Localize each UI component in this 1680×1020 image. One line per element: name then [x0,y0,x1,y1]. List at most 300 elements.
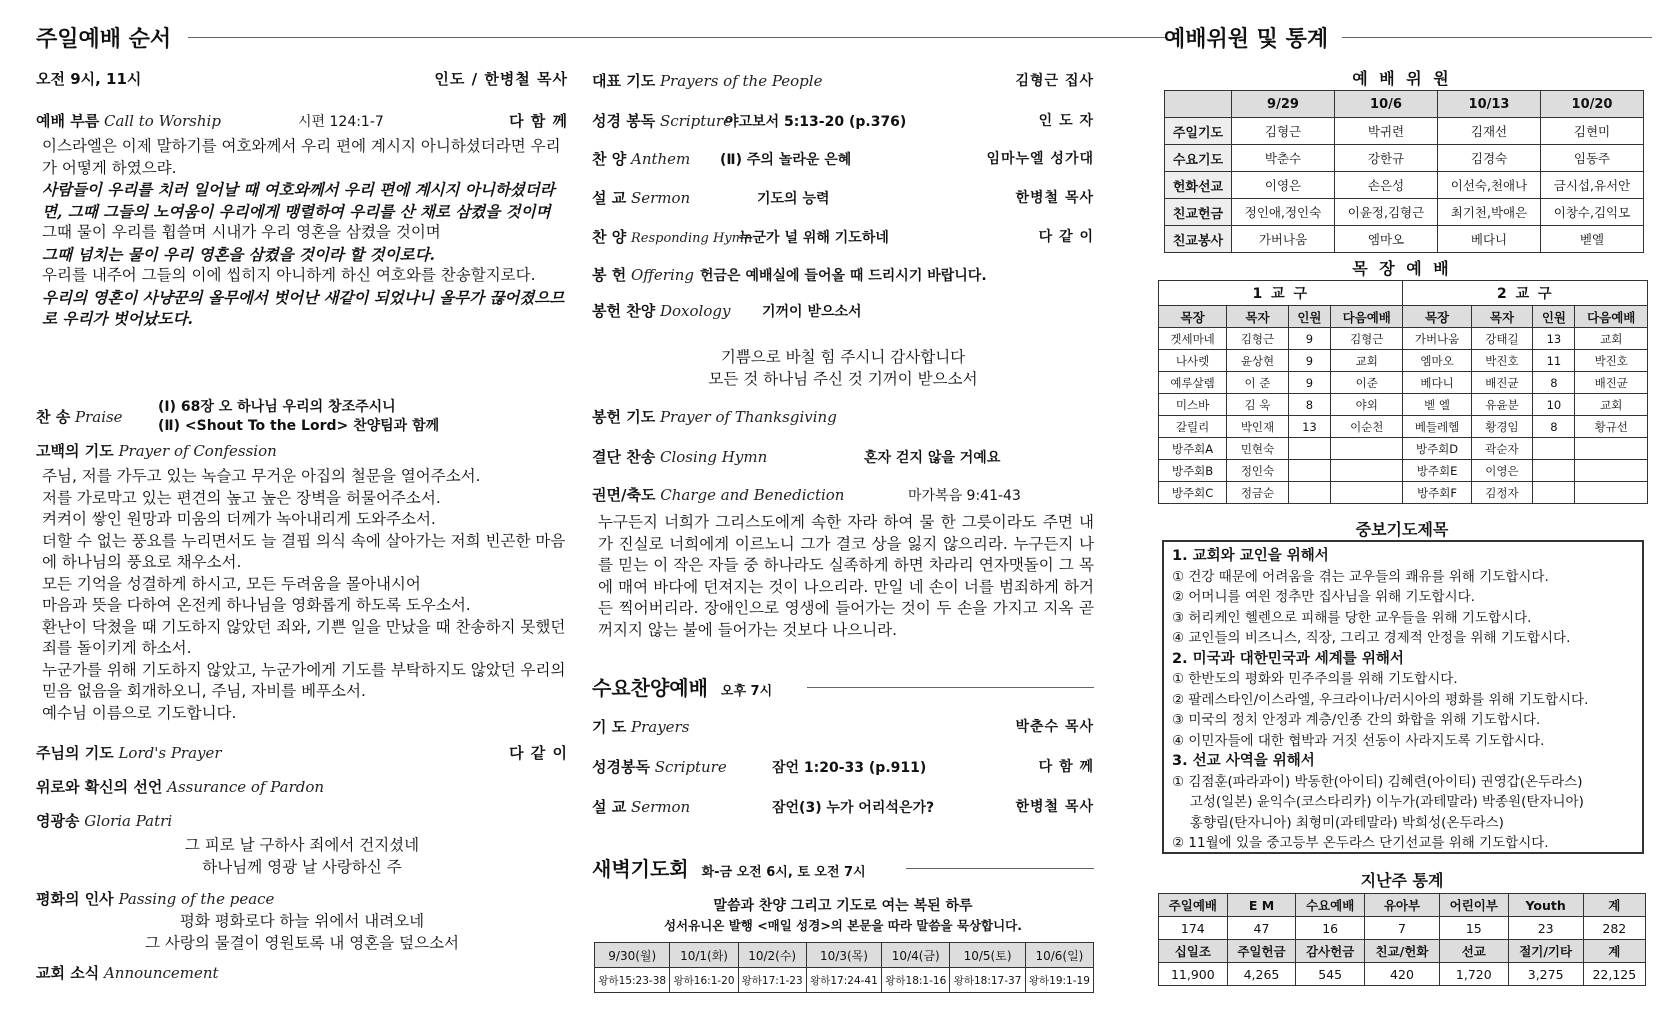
duty-date: 10/6 [1335,91,1438,118]
duty-row [1165,118,1644,145]
gloria-row [36,810,568,831]
item-label: 설 교 [592,798,627,816]
duty-role: 수요기도 [1165,145,1232,172]
stats-value: 174 [1159,917,1228,940]
cell-value: 베들레헴 [1403,416,1471,438]
stats-value: 22,125 [1583,963,1645,986]
wednesday-item-row [592,716,1094,737]
cell-value: 박인재 [1227,416,1289,438]
item-label: 권면/축도 [592,486,656,504]
cell-value: 방주회C [1159,482,1227,504]
item-label: 위로와 확신의 선언 [36,778,163,796]
item-english: Lord's Prayer [118,744,222,762]
cell-value: 미스바 [1159,394,1227,416]
praise-hymn-2: (Ⅱ) <Shout To the Lord> 찬양팀과 함께 [158,418,440,434]
stats-header: 계 [1583,940,1645,963]
cell-value: 박진호 [1471,350,1533,372]
stats-value: 1,720 [1439,963,1508,986]
cell-value: 방주회F [1403,482,1471,504]
item-english: Scripture [654,758,727,776]
item-label: 평화의 인사 [36,890,114,908]
wednesday-title-text: 수요찬양예배 [592,676,708,700]
cell-value: 정인숙 [1227,460,1289,482]
worship-item-row [592,264,1094,285]
duty-name: 이선숙,천애나 [1438,172,1541,199]
doxology-line-1: 기쁨으로 바칠 힘 주시니 감사합니다 [720,348,966,366]
cell-value: 나사렛 [1159,350,1227,372]
duty-name: 베다니 [1438,226,1541,253]
duty-name: 가버나움 [1232,226,1335,253]
duty-date: 10/20 [1541,91,1644,118]
prayer-item: ③ 허리케인 헬렌으로 피해를 당한 교우들을 위해 기도합시다. [1172,609,1532,626]
cell-value: 김정자 [1471,482,1533,504]
item-label: 찬 송 [36,408,71,426]
item-label: 주님의 기도 [36,744,114,762]
item-label: 찬 양 [592,228,627,246]
dawn-date: 10/1(화) [670,943,738,968]
duty-name: 이윤정,김형근 [1335,199,1438,226]
item-label: 봉헌 찬양 [592,302,656,320]
cell-header: 다음예배 [1575,306,1648,328]
item-english: Announcement [103,964,219,982]
duty-name: 손은성 [1335,172,1438,199]
title-rule [188,37,1166,38]
duty-title: 예 배 위 원 [1352,69,1452,88]
dawn-reference: 왕하15:23-38 [595,968,670,993]
cell-row [1159,328,1648,350]
cell-value: 벧 엘 [1403,394,1471,416]
stats-value: 282 [1583,917,1645,940]
confession-line: 누군가를 위해 기도하지 않았고, 누군가에게 기도를 부탁하지도 않았던 우리의 믿음 없음을 회개하오니, 주님, 자비를 베푸소서. [42,660,566,700]
prayer-section-heading: 3. 선교 사역을 위해서 [1172,753,1315,769]
confession-text [42,466,568,724]
item-label: 고백의 기도 [36,442,114,460]
duty-name: 이영은 [1232,172,1335,199]
service-leader: 인도 / 한병철 목사 [434,70,568,88]
item-english: Prayer of Confession [118,442,277,460]
duty-row [1165,226,1644,253]
item-label: 결단 찬송 [592,448,656,466]
cell-value: 13 [1533,328,1575,350]
dawn-reference: 왕하18:1-16 [882,968,950,993]
item-leader: 임마누엘 성가대 [986,151,1094,167]
prayer-item: 홍향림(탄자니아) 최형미(과테말라) 박희성(온두라스) [1172,814,1504,831]
cell-value: 가버나움 [1403,328,1471,350]
stats-table [1158,893,1646,986]
lords-prayer-row [36,742,568,763]
prayer-item: ② 어머니를 여읜 정추만 집사님을 위해 기도합시다. [1172,589,1475,605]
benediction-row [592,484,1094,505]
cell-group-table [1158,280,1648,504]
item-label: 설 교 [592,189,627,207]
dawn-date: 10/3(목) [806,943,881,968]
cell-value: 8 [1533,372,1575,394]
item-title: 잠언(3) 누가 어리석은가? [772,800,935,816]
wednesday-time: 오후 7시 [720,684,773,699]
cell-value: 김 욱 [1227,394,1289,416]
cell-value: 배진균 [1471,372,1533,394]
cell-header: 다음예배 [1331,306,1403,328]
item-english: Sermon [630,189,691,207]
stats-value: 3,275 [1508,963,1583,986]
cell-value: 유윤분 [1471,394,1533,416]
assurance-row [36,776,568,797]
cell-value: 9 [1288,328,1330,350]
item-label: 기 도 [592,718,627,736]
worship-item-row [592,226,1094,247]
item-label: 성경 봉독 [592,112,656,130]
prayer-item: ③ 미국의 정치 안정과 계층/인종 간의 화합을 위해 기도합시다. [1172,712,1541,728]
thanksgiving-row [592,406,1094,427]
item-english: Responding Hymn [630,231,753,246]
cell-value: 방주회A [1159,438,1227,460]
item-leader: 박춘수 목사 [1015,719,1094,735]
duty-date: 9/29 [1232,91,1335,118]
cell-value: 이준 [1331,372,1403,394]
cell-value [1288,460,1330,482]
item-english: Scripture [659,112,732,130]
item-english: Passing of the peace [118,890,275,908]
service-time: 오전 9시, 11시 [36,70,142,88]
item-leader: 다 같 이 [1038,229,1094,245]
item-label: 봉 헌 [592,266,627,284]
prayer-item: ④ 교인들의 비즈니스, 직장, 그리고 경제적 안정을 위해 기도합시다. [1172,630,1571,646]
peace-line-2: 그 사랑의 물결이 영원토록 내 영혼을 덮으소서 [144,934,460,952]
cell-value: 강태길 [1471,328,1533,350]
leader-line: 이스라엘은 이제 말하기를 여호와께서 우리 편에 계시지 아니하셨더라면 우리가 어떻게 하였으랴. [42,137,561,177]
cell-header-row [1159,306,1648,328]
item-english: Sermon [630,798,691,816]
cell-value [1533,482,1575,504]
cell-row [1159,482,1648,504]
stats-value: 420 [1364,963,1439,986]
duty-date: 10/13 [1438,91,1541,118]
dawn-prayer-title [592,853,866,882]
stats-header: 선교 [1439,940,1508,963]
duty-name: 임동주 [1541,145,1644,172]
duty-name: 이창수,김익모 [1541,199,1644,226]
dawn-reference: 왕하19:1-19 [1025,968,1093,993]
cell-value [1331,460,1403,482]
item-english: Doxology [659,302,731,320]
item-english: Call to Worship [103,112,221,130]
closing-hymn-row [592,446,1094,467]
duty-name: 김경숙 [1438,145,1541,172]
stats-value: 47 [1227,917,1296,940]
cell-row [1159,438,1648,460]
item-leader: 한병철 목사 [1015,190,1094,206]
item-label: 교회 소식 [36,964,100,982]
district-2: 2 교 구 [1403,281,1648,306]
cell-value [1575,460,1648,482]
dawn-date: 10/5(토) [950,943,1025,968]
dawn-schedule-table [594,942,1094,993]
prayer-section-heading: 1. 교회와 교인을 위해서 [1172,548,1329,564]
item-leader: 한병철 목사 [1015,799,1094,815]
cell-value: 황경임 [1471,416,1533,438]
cell-value: 윤상현 [1227,350,1289,372]
prayer-item: ① 건강 때문에 어려움을 겪는 교우들의 쾌유를 위해 기도합시다. [1172,568,1549,585]
prayer-item: ① 한반도의 평화와 민주주의를 위해 기도합시다. [1172,671,1458,687]
stats-title: 지난주 통계 [1360,871,1444,890]
item-title: 기꺼이 받으소서 [762,304,862,320]
cell-row [1159,416,1648,438]
blank-header [1165,91,1232,118]
cell-value: 이순천 [1331,416,1403,438]
item-leader: 김형근 집사 [1015,73,1094,89]
benediction-text: 누구든지 너희가 그리스도에게 속한 자라 하여 물 한 그릇이라도 주면 내가 진실로 너희에게 이르노니 그가 결코 상을 잃지 않으리라. 누구든지 나를 믿는 이 작은 자들 중 하나라도 실족하게 하면 차라리 연자맷돌이 그 목에 매여 바다에 던져지는 것이 나으리라. 만일 네 손이 너를 범죄하게 하거든 찍어버리라. 장애인으로 영생에 들어가는 것이 두 손을 가지고 지옥 곧 꺼지지 않는 불에 들어가는 것보다 나으니라. [598,513,1094,639]
stats-value: 4,265 [1227,963,1296,986]
item-title: 잠언 1:20-33 (p.911) [772,760,927,776]
announcement-row [36,962,568,983]
cell-header: 목장 [1159,306,1227,328]
gloria-line-1: 그 피로 날 구하사 죄에서 건지셨네 [184,836,420,854]
item-english: Gloria Patri [84,812,173,830]
cell-value [1331,438,1403,460]
leader-line: 그때 물이 우리를 휩쓸며 시내가 우리 영혼을 삼켰을 것이며 [42,223,441,241]
confession-line: 더할 수 없는 풍요를 누리면서도 늘 결핍 의식 속에 살아가는 저희 빈곤한 마음에 하나님의 풍요로 채우소서. [42,531,566,571]
stats-value-row [1159,917,1646,940]
prayer-item: ② 11월에 있을 중고등부 온두라스 단기선교를 위해 기도합시다. [1172,835,1549,851]
cell-value: 8 [1533,416,1575,438]
section-title: 예배위원 및 통계 [1164,27,1329,52]
duty-row [1165,199,1644,226]
congregation-response: 사람들이 우리를 치러 일어날 때 여호와께서 우리 편에 계시지 아니하셨더라면, 그때 그들의 노여움이 우리에게 맹렬하여 우리를 산 채로 삼켰을 것이며 [42,180,555,221]
duty-name: 정인애,정인숙 [1232,199,1335,226]
worship-item-row [592,110,1094,131]
page-title: 주일예배 순서 [36,27,172,52]
confession-line: 저를 가로막고 있는 편견의 높고 높은 장벽을 허물어주소서. [42,488,441,507]
prayer-item: ① 김점훈(파라과이) 박동한(아이티) 김혜련(아이티) 권영갑(온두라스) [1172,773,1583,790]
cell-value [1533,460,1575,482]
doxology-line-2: 모든 것 하나님 주신 것 기꺼이 받으소서 [708,370,978,388]
leader-line: 우리를 내주어 그들의 이에 씹히지 아니하게 하신 여호와를 찬송할지로다. [42,266,536,284]
cell-value: 예루살렘 [1159,372,1227,394]
stats-header: 주일예배 [1159,894,1228,917]
dawn-reference: 왕하16:1-20 [670,968,738,993]
item-title: 혼자 걷지 않을 거예요 [864,450,1001,466]
item-title: 헌금은 예배실에 들어올 때 드리시기 바랍니다. [700,268,987,284]
cell-value: 이영은 [1471,460,1533,482]
dawn-subtitle-2: 성서유니온 발행 <매일 성경>의 본문을 따라 말씀을 묵상합니다. [663,918,1023,933]
item-title: 기도의 능력 [757,191,830,207]
cell-value: 야외 [1331,394,1403,416]
stats-value: 545 [1296,963,1365,986]
stats-value: 7 [1364,917,1439,940]
item-english: Anthem [630,150,691,168]
intercession-box [1162,540,1644,854]
worship-item-row [592,70,1094,91]
confession-line: 켜켜이 쌓인 원망과 미움의 더께가 녹아내리게 도와주소서. [42,510,436,528]
congregation-response: 우리의 영혼이 사냥꾼의 올무에서 벗어난 새같이 되었나니 올무가 끊어졌으므로 우리가 벗어났도다. [42,287,565,328]
duty-role: 친교봉사 [1165,226,1232,253]
dawn-rule [906,868,1094,869]
confession-line: 주님, 저를 가두고 있는 녹슬고 무거운 아집의 철문을 열어주소서. [42,467,481,485]
duty-row [1165,145,1644,172]
cell-value: 방주회E [1403,460,1471,482]
cell-value: 9 [1288,372,1330,394]
duty-name: 금시섭,유서안 [1541,172,1644,199]
duty-role: 친교헌금 [1165,199,1232,226]
cell-value: 박진호 [1575,350,1648,372]
cell-value: 배진균 [1575,372,1648,394]
cell-value: 베다니 [1403,372,1471,394]
stats-header-row [1159,894,1646,917]
dawn-reference: 왕하17:24-41 [806,968,881,993]
duty-name: 김형근 [1232,118,1335,145]
congregation-response: 그때 넘치는 물이 우리 영혼을 삼켰을 것이라 할 것이로다. [42,244,435,264]
stats-header: 십일조 [1159,940,1228,963]
item-label: 성경봉독 [592,758,650,776]
section-rule [1342,37,1652,38]
cell-value [1288,482,1330,504]
dawn-date: 10/2(수) [738,943,806,968]
item-english: Charge and Benediction [660,486,845,504]
peace-line-1: 평화 평화로다 하늘 위에서 내려오네 [179,912,425,930]
cell-row [1159,460,1648,482]
cell-value: 13 [1288,416,1330,438]
item-title: (Ⅱ) 주의 놀라운 은혜 [720,152,852,168]
cell-value: 11 [1533,350,1575,372]
cell-header: 인원 [1533,306,1575,328]
stats-value: 16 [1296,917,1365,940]
dawn-reference: 왕하17:1-23 [738,968,806,993]
dawn-row [595,968,1094,993]
dawn-reference: 왕하18:17-37 [950,968,1025,993]
stats-value: 23 [1508,917,1583,940]
duty-name: 박귀련 [1335,118,1438,145]
dawn-time: 화-금 오전 6시, 토 오전 7시 [701,865,866,880]
stats-header-row [1159,940,1646,963]
stats-header: 수요예배 [1296,894,1365,917]
cell-row [1159,372,1648,394]
duty-header-row [1165,91,1644,118]
call-to-worship-row [36,110,568,131]
stats-header: Youth [1508,894,1583,917]
wednesday-service-title [592,672,772,701]
confession-line: 환난이 닥쳤을 때 기도하지 않았던 죄와, 기쁜 일을 만났을 때 찬송하지 못했던 죄를 돌이키게 하소서. [42,617,566,657]
item-english: Offering [630,266,695,284]
cell-value [1533,438,1575,460]
cell-header: 목자 [1471,306,1533,328]
duty-table [1164,90,1644,253]
item-leader: 인 도 자 [1038,113,1094,129]
duty-name: 김현미 [1541,118,1644,145]
dawn-date: 10/6(일) [1025,943,1093,968]
duty-name: 최기천,박애은 [1438,199,1541,226]
duty-name: 박춘수 [1232,145,1335,172]
item-label: 대표 기도 [592,72,656,90]
stats-header: E M [1227,894,1296,917]
cell-row [1159,350,1648,372]
cell-group-title: 목 장 예 배 [1352,259,1452,278]
district-row [1159,281,1648,306]
cell-row [1159,394,1648,416]
cell-value: 10 [1533,394,1575,416]
cell-value: 겟세마네 [1159,328,1227,350]
confession-row [36,440,568,461]
cell-value [1331,482,1403,504]
dawn-subtitle-1: 말씀과 찬양 그리고 기도로 여는 복된 하루 [713,898,973,914]
cell-value: 9 [1288,350,1330,372]
cell-value: 교회 [1331,350,1403,372]
cell-header: 목자 [1227,306,1289,328]
cell-value: 정금순 [1227,482,1289,504]
duty-name: 김재선 [1438,118,1541,145]
stats-header: 유아부 [1364,894,1439,917]
cell-value: 8 [1288,394,1330,416]
wednesday-item-row [592,756,1094,777]
cell-header: 목장 [1403,306,1471,328]
dawn-date: 9/30(월) [595,943,670,968]
cell-value: 교회 [1575,328,1648,350]
item-title: 누군가 널 위해 기도하네 [739,230,889,246]
cell-header: 인원 [1288,306,1330,328]
peace-row [36,888,568,909]
cell-value: 이 준 [1227,372,1289,394]
item-leader: 다 함 께 [1038,759,1094,775]
stats-header: 친교/헌화 [1364,940,1439,963]
item-label: 봉헌 기도 [592,408,656,426]
duty-name: 벧엘 [1541,226,1644,253]
confession-line: 마음과 뜻을 다하여 온전케 하나님을 영화롭게 하도록 도우소서. [42,596,471,614]
item-label: 영광송 [36,812,80,830]
dawn-title-text: 새벽기도회 [592,857,689,881]
cell-value: 방주회B [1159,460,1227,482]
dawn-row [595,943,1094,968]
worship-item-row [592,187,1094,208]
cell-value [1288,438,1330,460]
prayer-section-heading: 2. 미국과 대한민국과 세계를 위해서 [1172,650,1404,667]
responsive-reading [42,136,568,330]
item-english: Prayer of Thanksgiving [659,408,837,426]
stats-header: 절기/기타 [1508,940,1583,963]
item-reference: 시편 124:1-7 [298,114,384,130]
item-reference: 마가복음 9:41-43 [908,488,1021,504]
item-english: Assurance of Pardon [167,778,325,796]
confession-line: 예수님 이름으로 기도합니다. [42,703,237,722]
item-leader: 다 같 이 [509,744,568,762]
cell-value: 김형근 [1227,328,1289,350]
prayer-item: ② 팔레스타인/이스라엘, 우크라이나/러시아의 평화를 위해 기도합시다. [1172,691,1589,708]
duty-name: 엠마오 [1335,226,1438,253]
cell-value: 갈릴리 [1159,416,1227,438]
stats-value: 11,900 [1159,963,1228,986]
stats-header: 주일헌금 [1227,940,1296,963]
item-english: Closing Hymn [659,448,768,466]
cell-value: 교회 [1575,394,1648,416]
stats-header: 감사헌금 [1296,940,1365,963]
cell-value: 방주회D [1403,438,1471,460]
prayer-item: 고성(일본) 윤익수(코스타리카) 이누가(과테말라) 박종원(탄자니아) [1172,794,1584,810]
item-label: 예배 부름 [36,112,100,130]
cell-value: 곽순자 [1471,438,1533,460]
cell-value: 황규선 [1575,416,1648,438]
stats-header: 계 [1583,894,1645,917]
item-leader: 다 함 께 [509,112,568,130]
stats-value: 15 [1439,917,1508,940]
duty-role: 주일기도 [1165,118,1232,145]
service-time-row [36,68,568,89]
item-english: Praise [74,408,123,426]
cell-value [1575,482,1648,504]
wednesday-item-row [592,796,1094,817]
district-1: 1 교 구 [1159,281,1403,306]
wednesday-rule [807,687,1094,688]
worship-item-row [592,148,1094,169]
cell-value: 엠마오 [1403,350,1471,372]
praise-hymn-1: (Ⅰ) 68장 오 하나님 우리의 창조주시니 [158,399,396,415]
